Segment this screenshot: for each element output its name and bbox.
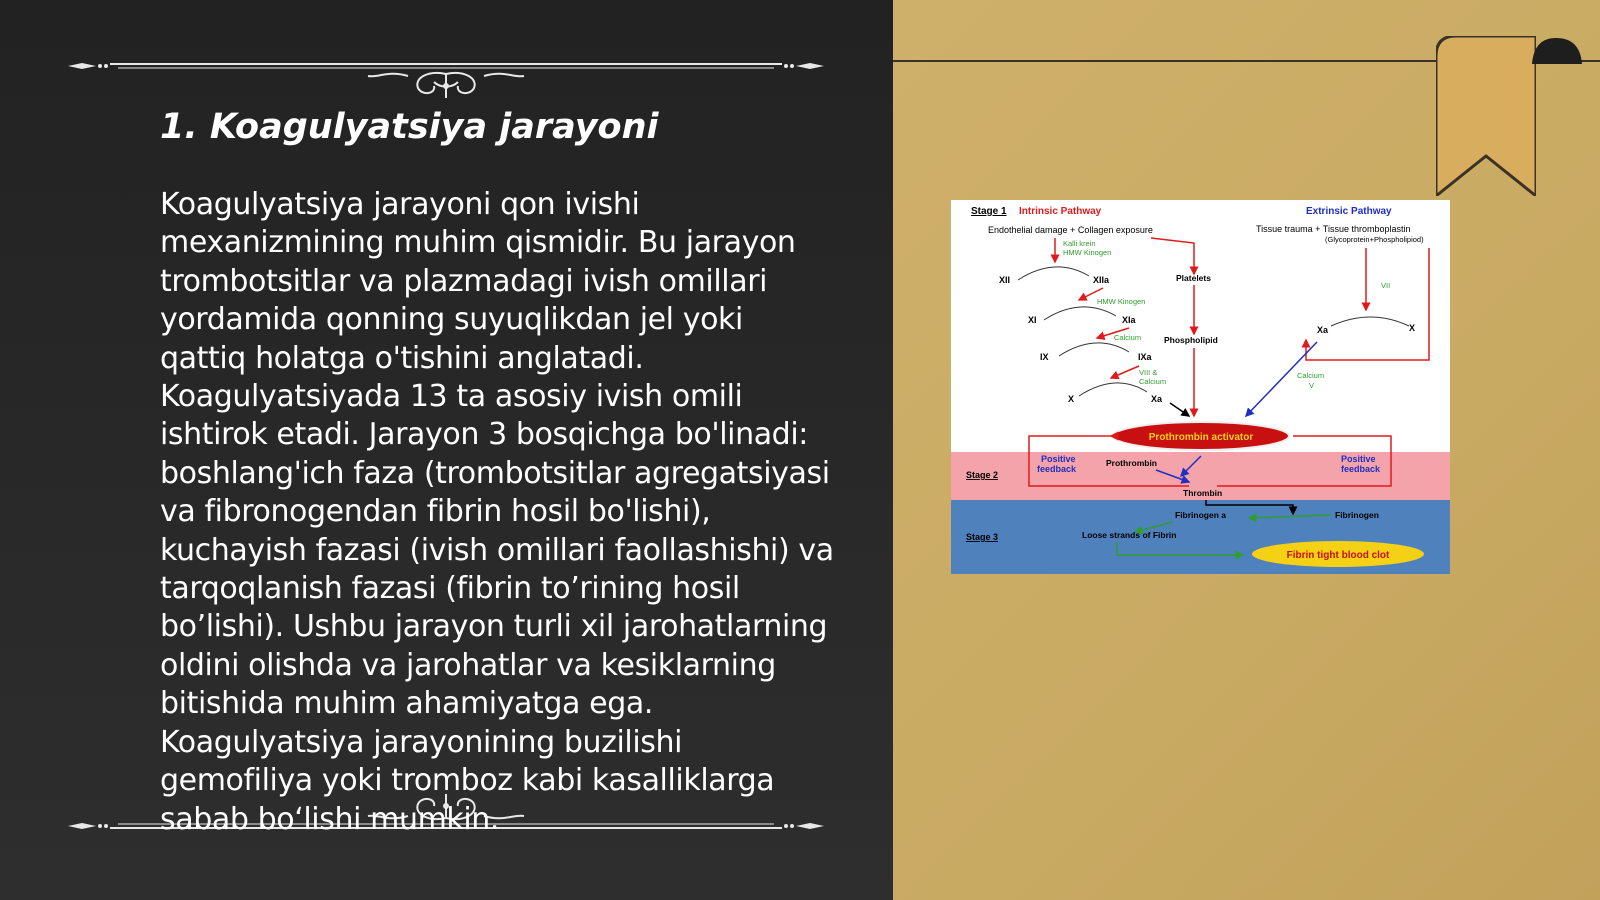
slide-body-text: Koagulyatsiya jarayoni qon ivishi mexanizmining muhim qismidir. Bu jarayon trombotsitlar va plazmadagi ivish omillari yordamida qonning suyuqlikdan jel yoki qattiq holatga o'tishini anglatadi. Koagulyatsiyada 13 ta asosiy ivish omili ishtirok etadi. Jarayon 3 bosqichga bo'linadi: boshlang'ich faza (trombotsitlar agregatsiyasi va fibronogendan fibrin hosil bo'lishi), kuchayish fazasi (ivish omillari faollashishi) va tarqoqlanish fazasi (fibrin to’rining hosil bo’lishi). Ushbu jarayon turli xil jarohatlarning oldini olishda va jarohatlar va kesiklarning bitishida muhim ahamiyatga ega. Koagulyatsiya jarayonining buzilishi gemofiliya yoki tromboz kabi kasalliklarga sabab bo‘lishi mumkin. [160,187,834,837]
fibrinogen-label: Fibrinogen [1335,510,1379,520]
factor-xa-right-label: Xa [1317,325,1329,335]
calcium-label-1: Calcium [1114,333,1142,342]
platelets-label: Platelets [1176,273,1211,283]
endothelial-damage-label: Endothelial damage + Collagen exposure [988,225,1153,235]
factor-vii-label: VII [1381,281,1391,290]
factor-ixa-label: IXa [1138,352,1152,362]
extrinsic-pathway-label: Extrinsic Pathway [1306,206,1392,217]
positive-feedback-left-2: feedback [1037,464,1077,474]
calcium-right-label: Calcium [1297,371,1325,380]
stage-1-label: Stage 1 [971,206,1007,217]
ribbon-curl-icon [1530,36,1586,66]
coagulation-cascade-diagram [951,200,1450,574]
phospholipid-label: Phospholipid [1164,335,1218,345]
hmw-kinogen-label-1: HMW Kinogen [1063,248,1112,257]
factor-xia-label: XIa [1122,315,1136,325]
positive-feedback-right-1: Positive [1341,454,1376,464]
factor-xa-left-label: Xa [1151,394,1163,404]
factor-xi-label: XI [1028,315,1037,325]
stage-2-label: Stage 2 [966,470,999,480]
kallikrein-label: Kalli krein [1063,239,1096,248]
bookmark-ribbon-icon [1436,36,1536,196]
factor-ix-label: IX [1040,352,1049,362]
fibrinogen-a-label: Fibrinogen a [1175,510,1226,520]
positive-feedback-left-1: Positive [1041,454,1076,464]
factor-v-label: V [1309,381,1315,390]
glycoprotein-label: (Glycoprotein+Phospholipiod) [1325,235,1424,244]
prothrombin-activator-label: Prothrombin activator [1148,432,1254,443]
loose-strands-label: Loose strands of Fibrin [1082,530,1177,540]
stage-3-label: Stage 3 [966,532,999,542]
tissue-trauma-label: Tissue trauma + Tissue thromboplastin [1256,224,1411,234]
factor-x-right-label: X [1409,323,1416,333]
factor-xiia-label: XIIa [1093,275,1110,285]
viii-label: VIII & [1139,368,1158,377]
factor-xii-label: XII [999,275,1011,285]
calcium-label-2: Calcium [1139,377,1167,386]
thrombin-label: Thrombin [1183,488,1223,498]
positive-feedback-right-2: feedback [1341,464,1381,474]
fibrin-clot-label: Fibrin tight blood clot [1286,550,1390,561]
intrinsic-pathway-label: Intrinsic Pathway [1019,206,1102,217]
hmw-kinogen-label-2: HMW Kinogen [1097,297,1146,306]
ornament-top-icon [68,44,824,104]
slide-title: 1. Koagulyatsiya jarayoni [160,107,659,147]
factor-x-left-label: X [1068,394,1075,404]
prothrombin-label: Prothrombin [1106,458,1157,468]
